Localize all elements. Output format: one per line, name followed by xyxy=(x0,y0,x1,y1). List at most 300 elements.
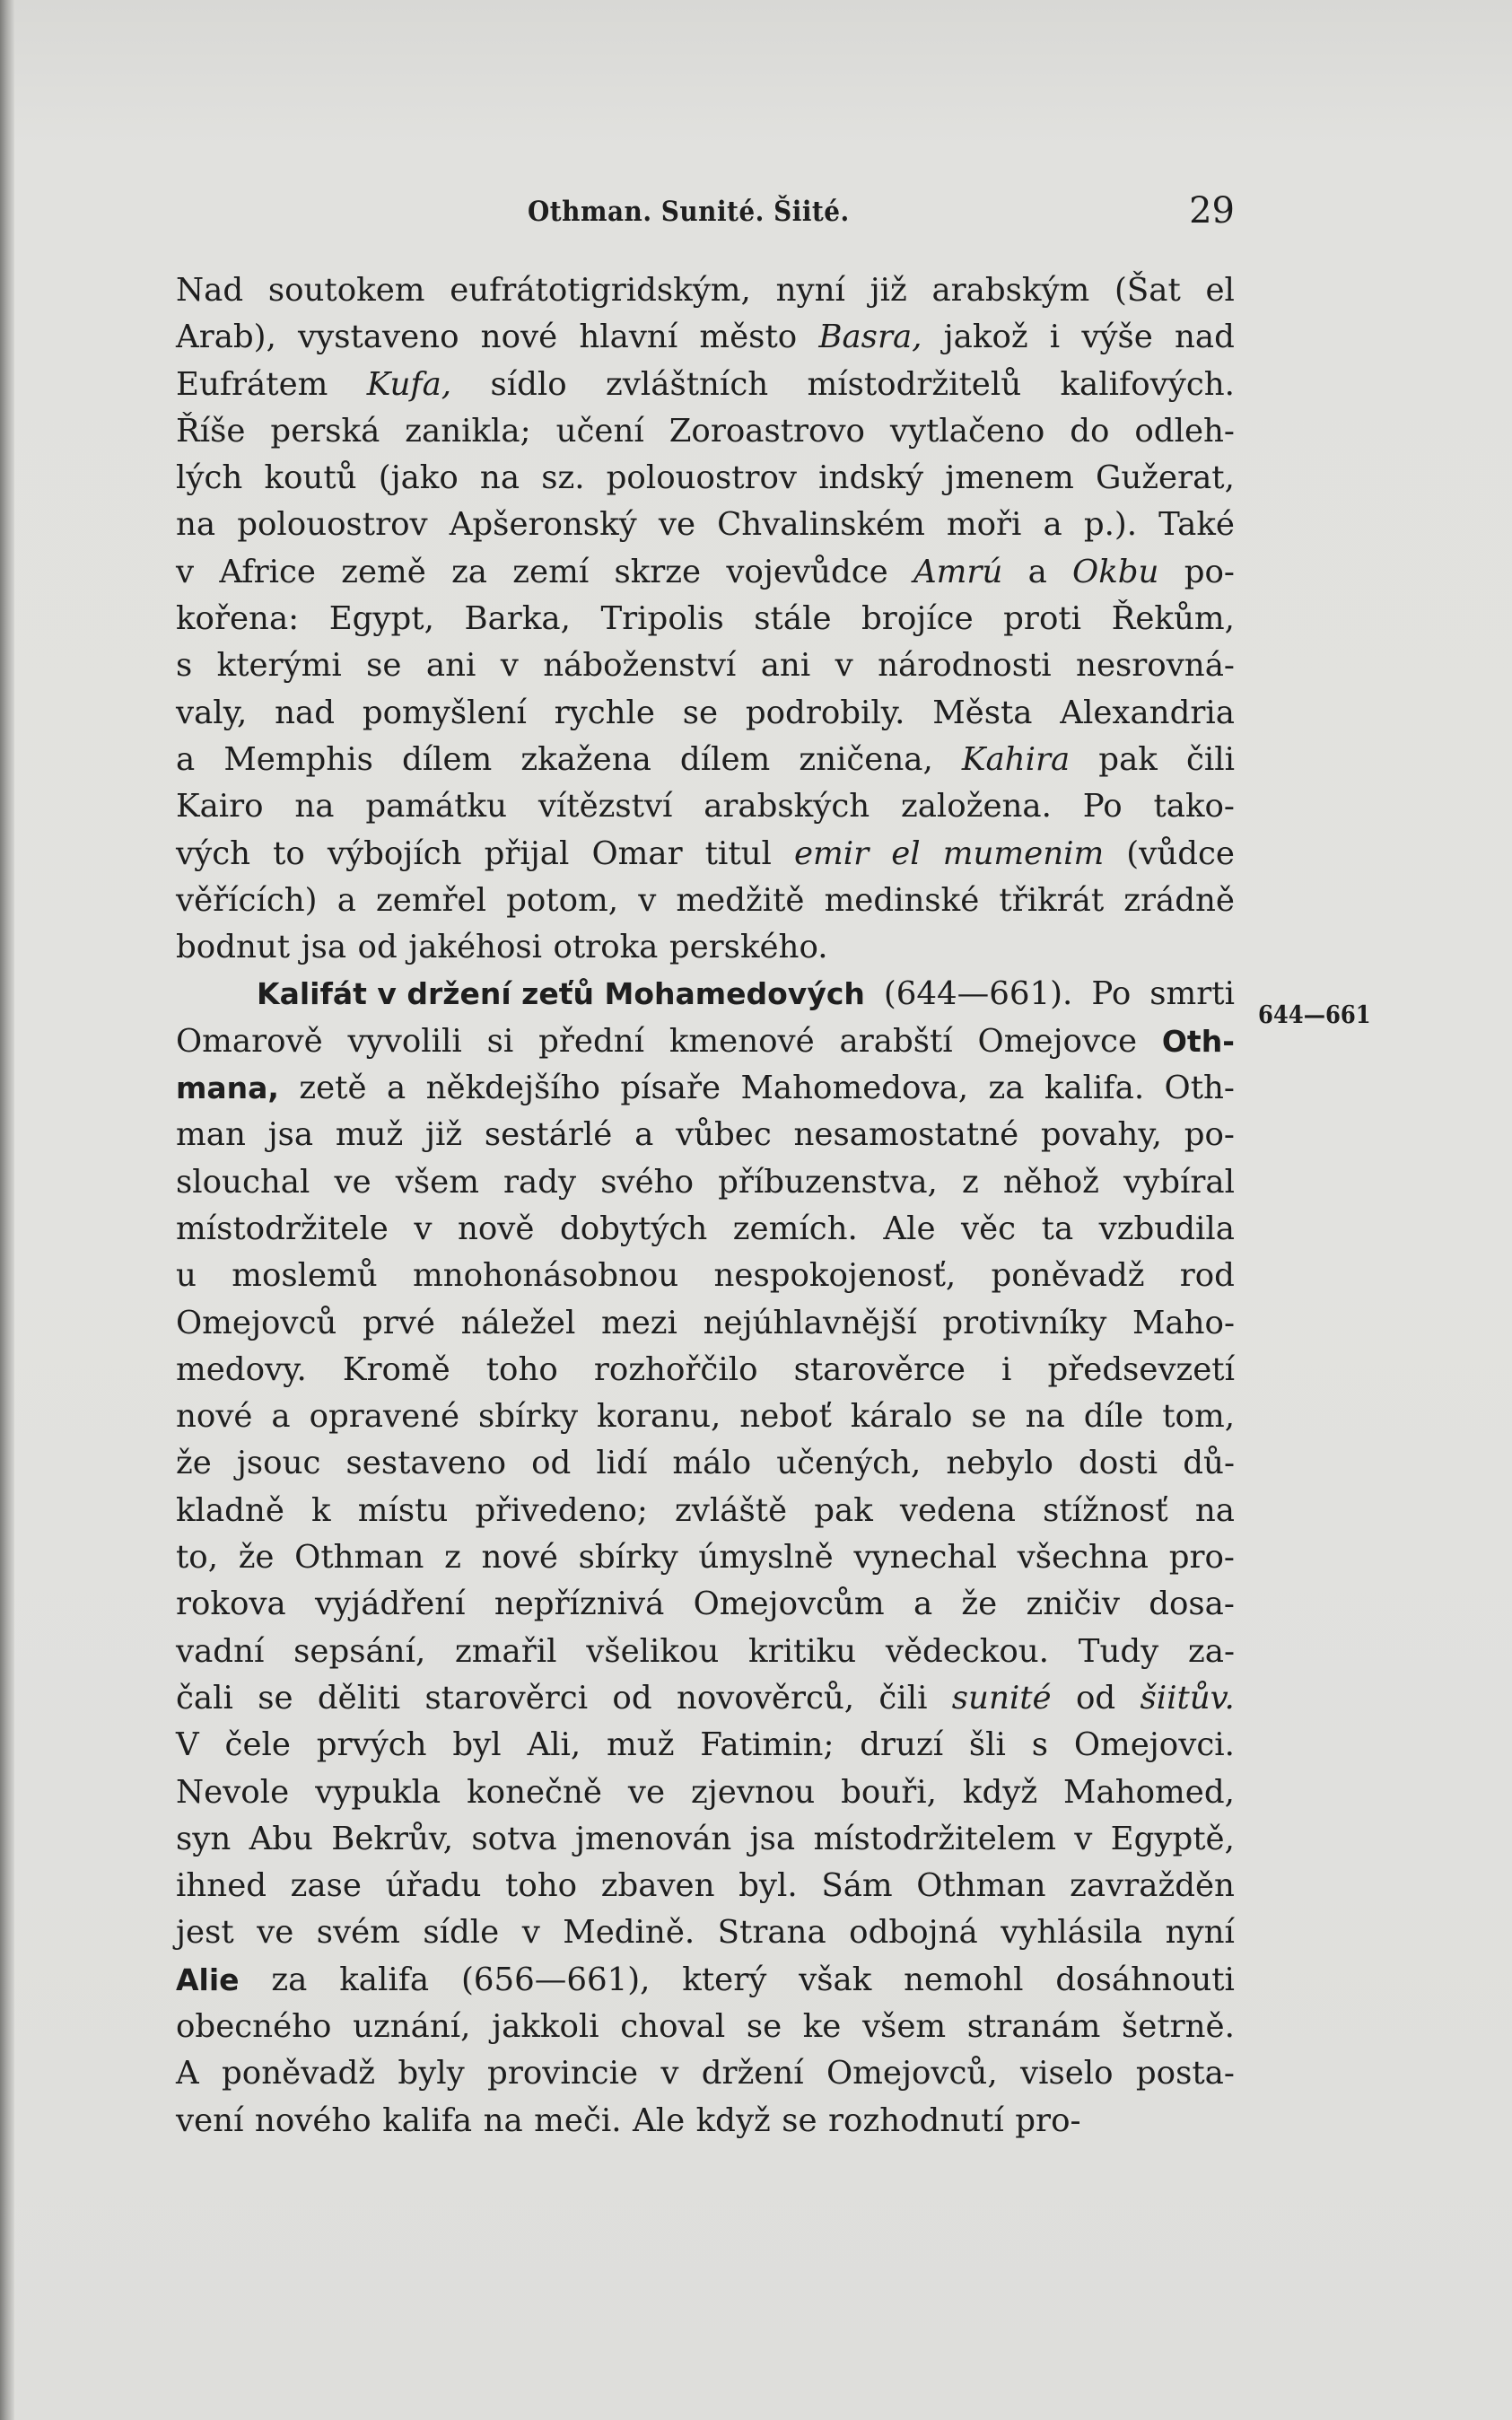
word: příbuzenstva, xyxy=(718,1163,938,1201)
word: (Šat xyxy=(1114,272,1181,309)
word: s xyxy=(176,647,193,685)
word: a xyxy=(634,1116,654,1154)
word: kalifa. xyxy=(1044,1070,1145,1107)
text-line xyxy=(176,314,1235,361)
word: Omejovců xyxy=(176,1304,337,1341)
word: Africe xyxy=(219,553,316,590)
word: třikrát xyxy=(999,881,1105,919)
word: zase xyxy=(290,1867,362,1905)
word: arabští xyxy=(839,1022,953,1060)
word: z xyxy=(444,1539,461,1577)
text-line xyxy=(176,831,1235,878)
text-line xyxy=(176,502,1235,548)
word: země xyxy=(341,553,426,590)
word: jest xyxy=(176,1914,234,1952)
word: město xyxy=(699,319,798,356)
word: muž xyxy=(335,1116,404,1154)
word: vybíral xyxy=(1123,1163,1235,1201)
word: Oth- xyxy=(1161,1023,1235,1059)
word: Kairo xyxy=(176,788,264,826)
word: se xyxy=(258,1679,293,1717)
word: něhož xyxy=(1002,1163,1099,1201)
word: jakéhosi xyxy=(408,929,543,966)
text-line xyxy=(176,1393,1235,1440)
word: hlavní xyxy=(579,319,678,356)
word: nové xyxy=(176,1398,253,1436)
word: přední xyxy=(538,1022,645,1060)
word: Mahomedova, xyxy=(740,1070,969,1107)
word: svém xyxy=(316,1914,400,1952)
word: Barka, xyxy=(464,600,571,638)
word: sunité xyxy=(951,1679,1052,1717)
word: kterými xyxy=(216,647,342,685)
word: učených, xyxy=(776,1445,922,1482)
word: památku xyxy=(365,788,508,826)
text-line xyxy=(176,1253,1235,1299)
body-text xyxy=(176,267,1235,2145)
word: druzí xyxy=(860,1726,944,1764)
word: opravené xyxy=(309,1398,460,1436)
word: nebylo xyxy=(946,1445,1053,1482)
word: odbojná xyxy=(849,1914,978,1952)
text-line xyxy=(176,1534,1235,1581)
word: sotva xyxy=(471,1820,557,1857)
word: emir xyxy=(794,834,870,872)
word: národnosti xyxy=(878,647,1052,685)
word: toho xyxy=(505,1867,578,1905)
word: zrádně xyxy=(1123,881,1235,919)
word: s xyxy=(1031,1726,1048,1764)
word: místodržitelem xyxy=(813,1820,1056,1857)
margin-note-dates: 644—661 xyxy=(1258,1001,1371,1029)
word: a xyxy=(1027,553,1047,590)
word: nepříznivá xyxy=(494,1586,665,1623)
word: se xyxy=(366,647,402,685)
word: a xyxy=(386,1070,406,1107)
word: když xyxy=(695,2101,771,2139)
text-line xyxy=(176,1581,1235,1628)
word: vých xyxy=(176,834,251,872)
word: proti xyxy=(1003,600,1082,638)
word: úmyslně xyxy=(698,1539,834,1577)
word: předsevzetí xyxy=(1047,1350,1235,1388)
word: zanikla; xyxy=(405,412,531,450)
word: el xyxy=(1205,272,1235,309)
word: zavražděn xyxy=(1070,1867,1235,1905)
word: brojíce xyxy=(861,600,974,638)
word: vení xyxy=(176,2101,244,2139)
word: Maho- xyxy=(1132,1304,1235,1341)
word: na xyxy=(294,788,335,826)
word: Abu xyxy=(249,1820,313,1857)
word: i xyxy=(1001,1350,1012,1388)
word: nyní xyxy=(775,272,845,309)
word: zemřel xyxy=(376,881,486,919)
word: Memphis xyxy=(223,740,373,778)
word: sídle xyxy=(423,1914,500,1952)
word: místu xyxy=(357,1491,449,1529)
word: nad xyxy=(1174,319,1235,356)
word: Kufa, xyxy=(366,365,452,403)
word: v xyxy=(638,881,657,919)
word: novověrců, xyxy=(676,1679,855,1717)
word: soutokem xyxy=(267,272,425,309)
word: ani xyxy=(425,647,476,685)
word: svého xyxy=(600,1163,694,1201)
word: perská xyxy=(270,412,380,450)
word: neboť xyxy=(739,1398,832,1436)
word: čele xyxy=(224,1726,291,1764)
word: arabským xyxy=(931,272,1090,309)
text-line xyxy=(176,1018,1235,1065)
word: jakkoli xyxy=(492,2007,599,2045)
word: nejúhlavnější xyxy=(703,1304,917,1341)
word: za xyxy=(451,553,488,590)
word: a xyxy=(1043,506,1062,544)
word: zjevnou xyxy=(691,1773,816,1811)
word: uznání, xyxy=(353,2007,471,2045)
text-line xyxy=(176,1675,1235,1722)
word: starověrci xyxy=(424,1679,589,1717)
word: sepsání, xyxy=(293,1632,426,1670)
word: Omejovci. xyxy=(1073,1726,1235,1764)
word: arabských xyxy=(704,788,870,826)
word: vítězství xyxy=(538,788,673,826)
text-line xyxy=(176,1159,1235,1206)
word: věc xyxy=(961,1210,1017,1247)
text-line xyxy=(176,1488,1235,1534)
word: již xyxy=(424,1116,463,1154)
word: kladně xyxy=(176,1491,284,1529)
word: bodnut xyxy=(176,929,291,966)
word: ihned xyxy=(176,1867,267,1905)
word: posta- xyxy=(1135,2055,1235,2092)
word: že xyxy=(176,1445,212,1482)
word: mnohonásobnou xyxy=(412,1257,679,1295)
word: dílem xyxy=(401,740,493,778)
word: šiitův. xyxy=(1140,1679,1235,1717)
word: se xyxy=(746,2007,782,2045)
word: jsa xyxy=(301,929,347,966)
word: otroka xyxy=(553,929,659,966)
word: v xyxy=(1074,1820,1093,1857)
word: medžitě xyxy=(676,881,805,919)
word: na xyxy=(483,2101,523,2139)
word: Omar xyxy=(591,834,683,872)
word: nové xyxy=(481,1539,558,1577)
word: zetě xyxy=(299,1070,367,1107)
word: založena. xyxy=(900,788,1052,826)
word: Omejovce xyxy=(977,1022,1138,1060)
text-line xyxy=(176,549,1235,596)
word: na xyxy=(1025,1398,1065,1436)
word: stranám xyxy=(966,2007,1101,2045)
word: Omejovcům xyxy=(693,1586,885,1623)
word: kalifa xyxy=(339,1961,430,1998)
word: Nad xyxy=(176,272,244,309)
word: Medině. xyxy=(563,1914,695,1952)
word: Nevole xyxy=(176,1773,290,1811)
word: rozhodnutí xyxy=(828,2101,1004,2139)
word: choval xyxy=(620,2007,726,2045)
word: dosti xyxy=(1079,1445,1158,1482)
word: jsouc xyxy=(236,1445,321,1482)
word: poněvadž xyxy=(991,1257,1145,1295)
text-line xyxy=(176,971,1235,1018)
word: V xyxy=(176,1726,199,1764)
word: díle xyxy=(1083,1398,1144,1436)
word: Tudy xyxy=(1078,1632,1159,1670)
text-line xyxy=(176,2098,1235,2145)
word: všelikou xyxy=(586,1632,720,1670)
word: jsa xyxy=(749,1820,796,1857)
word: Říše xyxy=(176,412,246,450)
word: u xyxy=(176,1257,197,1295)
word: ani xyxy=(760,647,811,685)
word: Omarově xyxy=(176,1022,323,1060)
word: jsa xyxy=(267,1116,314,1154)
word: vadní xyxy=(176,1632,265,1670)
word: čili xyxy=(878,1679,928,1717)
word: v xyxy=(521,1914,540,1952)
word: čili xyxy=(1185,740,1235,778)
word: odleh- xyxy=(1134,412,1235,450)
word: byl xyxy=(452,1726,502,1764)
word: moslemů xyxy=(232,1257,378,1295)
word: kalifových. xyxy=(1060,365,1235,403)
word: vynechal xyxy=(853,1539,997,1577)
word: tom, xyxy=(1162,1398,1235,1436)
word: sestárlé xyxy=(484,1116,613,1154)
word: polouostrov xyxy=(237,506,428,544)
word: někdejšího xyxy=(425,1070,600,1107)
word: Oth- xyxy=(1164,1070,1235,1107)
word: stále xyxy=(754,600,832,638)
word: podrobily. xyxy=(745,694,905,731)
word: do xyxy=(1070,412,1110,450)
word: byly xyxy=(398,2055,465,2092)
word: všechna xyxy=(1017,1539,1149,1577)
word: to xyxy=(273,834,305,872)
word: medovy. xyxy=(176,1350,307,1388)
word: zbaven xyxy=(600,1867,715,1905)
word: pro- xyxy=(1168,1539,1235,1577)
word: mumenim xyxy=(942,834,1105,872)
word: prvých xyxy=(316,1726,427,1764)
word: v xyxy=(500,647,519,685)
word: za xyxy=(271,1961,308,1998)
word: náboženství xyxy=(543,647,737,685)
text-line xyxy=(176,1769,1235,1816)
word: dílem xyxy=(679,740,771,778)
word: smrti xyxy=(1149,975,1235,1013)
text-line xyxy=(176,1065,1235,1112)
word: a xyxy=(336,881,356,919)
word: z xyxy=(961,1163,979,1201)
text-line xyxy=(176,362,1235,408)
word: prvé xyxy=(363,1304,435,1341)
word: Basra, xyxy=(818,319,922,356)
text-line xyxy=(176,737,1235,783)
word: (644—661). xyxy=(883,975,1073,1013)
word: povahy, xyxy=(1040,1116,1162,1154)
word: Amrú xyxy=(913,553,1003,590)
word: nesrovná- xyxy=(1076,647,1235,685)
word: úřadu xyxy=(385,1867,482,1905)
text-line xyxy=(176,924,1235,971)
word: vystaveno xyxy=(298,319,459,356)
word: Mahomed, xyxy=(1063,1773,1235,1811)
word: koranu, xyxy=(597,1398,721,1436)
word: zemích. xyxy=(732,1210,858,1247)
word: Také xyxy=(1158,506,1235,544)
word: nemohl xyxy=(904,1961,1024,1998)
word: (jako xyxy=(378,459,459,497)
word: nového xyxy=(254,2101,371,2139)
word: se xyxy=(782,2101,817,2139)
word: od xyxy=(357,929,398,966)
word: dosa- xyxy=(1149,1586,1235,1623)
word: Apšeronský xyxy=(449,506,637,544)
word: jakož xyxy=(943,319,1028,356)
word: šetrně. xyxy=(1122,2007,1235,2045)
word: čali xyxy=(176,1679,233,1717)
word: obecného xyxy=(176,2007,332,2045)
word: již xyxy=(870,272,907,309)
text-line xyxy=(176,1206,1235,1253)
word: Ale xyxy=(883,1210,936,1247)
word: zkažena xyxy=(520,740,651,778)
word: nesamostatné xyxy=(793,1116,1019,1154)
word: jmenem xyxy=(945,459,1074,497)
word: ve xyxy=(658,506,695,544)
word: v xyxy=(835,647,853,685)
word: pak xyxy=(1098,740,1158,778)
word: polouostrov xyxy=(606,459,798,497)
word: starověrce xyxy=(793,1350,966,1388)
word: (vůdce xyxy=(1126,834,1235,872)
word: a xyxy=(271,1398,291,1436)
word: kořena: xyxy=(176,600,300,638)
word: Po xyxy=(1091,975,1132,1013)
word: Othman xyxy=(294,1539,424,1577)
word: indský xyxy=(818,459,924,497)
word: sídlo xyxy=(490,365,567,403)
word: skrze xyxy=(614,553,702,590)
word: stížnosť xyxy=(1043,1491,1168,1529)
word: Kahira xyxy=(961,740,1071,778)
text-line xyxy=(176,1440,1235,1487)
text-line xyxy=(176,642,1235,689)
word: muž xyxy=(607,1726,675,1764)
word: dosáhnouti xyxy=(1055,1961,1235,1998)
word: výše xyxy=(1081,319,1153,356)
word: Tripolis xyxy=(600,600,724,638)
text-line xyxy=(176,2004,1235,2050)
word: rady xyxy=(503,1163,577,1201)
word: syn xyxy=(176,1820,232,1857)
text-line xyxy=(176,1629,1235,1675)
word: zmařil xyxy=(455,1632,557,1670)
text-line xyxy=(176,1863,1235,1909)
word: všem xyxy=(861,2007,947,2045)
word: který xyxy=(682,1961,767,1998)
page-binding-edge xyxy=(0,0,14,2420)
word: mana, xyxy=(176,1070,279,1106)
text-line xyxy=(176,1722,1235,1769)
word: že xyxy=(961,1586,998,1623)
word: Egypt, xyxy=(328,600,434,638)
word: A xyxy=(176,2055,199,2092)
word: ve xyxy=(334,1163,371,1201)
word: přivedeno; xyxy=(475,1491,648,1529)
word: děliti xyxy=(317,1679,401,1717)
text-line xyxy=(176,408,1235,455)
word: věřících) xyxy=(176,881,318,919)
word: šli xyxy=(968,1726,1006,1764)
word: však xyxy=(799,1961,872,1998)
word: Zoroastrovo xyxy=(669,412,865,450)
word: přijal xyxy=(484,834,570,872)
text-line xyxy=(176,455,1235,502)
word: vůbec xyxy=(676,1116,772,1154)
text-line xyxy=(176,1112,1235,1158)
text-line xyxy=(176,1347,1235,1393)
word: p.). xyxy=(1083,506,1138,544)
word: titul xyxy=(704,834,772,872)
word: byl. xyxy=(739,1867,798,1905)
word: vojevůdce xyxy=(726,553,888,590)
word: valy, xyxy=(176,694,248,731)
word: provincie xyxy=(487,2055,639,2092)
word: jmenován xyxy=(574,1820,732,1857)
word: Bekrův, xyxy=(331,1820,454,1857)
word: nové xyxy=(480,319,558,356)
word: Eufrátem xyxy=(176,365,328,403)
word: na xyxy=(176,506,216,544)
word: zvláštních xyxy=(606,365,769,403)
word: zničiv xyxy=(1026,1586,1120,1623)
text-line xyxy=(176,267,1235,314)
word: se xyxy=(971,1398,1007,1436)
word: sestaveno xyxy=(345,1445,507,1482)
word: na xyxy=(1194,1491,1235,1529)
word: Alexandria xyxy=(1060,694,1235,731)
word: na xyxy=(479,459,520,497)
text-line xyxy=(176,1957,1235,2004)
word: i xyxy=(1049,319,1061,356)
word: nad xyxy=(275,694,336,731)
word: pomyšlení xyxy=(362,694,527,731)
word: vytlačeno xyxy=(889,412,1045,450)
word: kalifa xyxy=(382,2101,473,2139)
word: konečně xyxy=(467,1773,602,1811)
word: toho xyxy=(485,1350,558,1388)
word: zničena, xyxy=(799,740,933,778)
word: perského. xyxy=(669,929,828,966)
word: to, xyxy=(176,1539,219,1577)
word: Ale xyxy=(633,2101,686,2139)
word: lidí xyxy=(596,1445,648,1482)
word: rod xyxy=(1179,1257,1235,1295)
word: Po xyxy=(1082,788,1123,826)
word: nespokojenosť, xyxy=(713,1257,957,1295)
word: vědeckou. xyxy=(885,1632,1049,1670)
word: medinské xyxy=(824,881,980,919)
word: zvláště xyxy=(675,1491,788,1529)
word: zemí xyxy=(512,553,590,590)
text-line xyxy=(176,1300,1235,1347)
